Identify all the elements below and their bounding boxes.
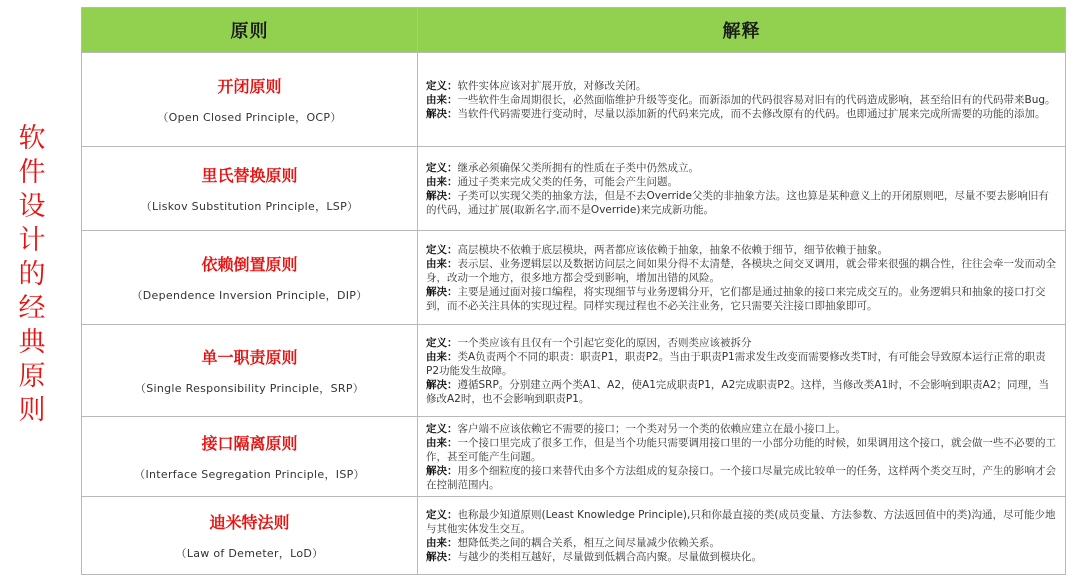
solution-line <box>426 378 1057 406</box>
side-title-char: 典 <box>18 327 46 358</box>
explanation-cell <box>418 497 1066 575</box>
definition-label: 定义： <box>426 243 458 256</box>
origin-line <box>426 536 1057 550</box>
table-row <box>82 231 1066 325</box>
principle-cell <box>82 53 418 147</box>
definition-line <box>426 336 1057 350</box>
side-title-char: 则 <box>18 395 46 426</box>
definition-label: 定义： <box>426 422 458 435</box>
table-row <box>82 417 1066 497</box>
origin-label: 由来： <box>426 175 458 188</box>
table-row <box>82 147 1066 231</box>
explanation-cell <box>418 147 1066 231</box>
table-row <box>82 53 1066 147</box>
principle-name: 迪米特法则 <box>209 513 290 532</box>
principle-english: （Single Responsibility Principle，SRP） <box>134 382 365 395</box>
principle-name: 依赖倒置原则 <box>201 255 298 274</box>
principle-english: （Liskov Substitution Principle，LSP） <box>140 200 359 213</box>
origin-line <box>426 257 1057 285</box>
definition-line <box>426 422 1057 436</box>
header-explanation: 解释 <box>418 8 1066 53</box>
solution-label: 解决： <box>426 107 458 120</box>
origin-line <box>426 93 1057 107</box>
principle-name: 接口隔离原则 <box>201 434 298 453</box>
header-principle: 原则 <box>82 8 418 53</box>
principle-cell <box>82 417 418 497</box>
table-row <box>82 325 1066 417</box>
origin-label: 由来： <box>426 93 458 106</box>
origin-text: 表示层、业务逻辑层以及数据访问层之间如果分得不太清楚，各模块之间交叉调用，就会带来很强的耦合性，往往会牵一发而动全身，改动一个地方，很多地方都会受到影响，增加出错的风险。 <box>426 257 1056 284</box>
origin-label: 由来： <box>426 436 458 449</box>
principle-cell <box>82 147 418 231</box>
principle-cell <box>82 497 418 575</box>
definition-label: 定义： <box>426 508 458 521</box>
side-title-char: 软 <box>18 123 46 154</box>
solution-text: 用多个细粒度的接口来替代由多个方法组成的复杂接口。一个接口尽量完成比较单一的任务，这样两个类交互时，产生的影响才会在控制范围内。 <box>426 464 1056 491</box>
definition-text: 继承必须确保父类所拥有的性质在子类中仍然成立。 <box>457 161 699 174</box>
side-title-char: 设 <box>18 191 46 222</box>
definition-line <box>426 508 1057 536</box>
definition-text: 客户端不应该依赖它不需要的接口；一个类对另一个类的依赖应建立在最小接口上。 <box>457 422 846 435</box>
principle-english: （Open Closed Principle，OCP） <box>157 111 342 124</box>
origin-text: 想降低类之间的耦合关系，相互之间尽量减少依赖关系。 <box>457 536 720 549</box>
definition-text: 高层模块不依赖于底层模块，两者都应该依赖于抽象，抽象不依赖于细节，细节依赖于抽象。 <box>457 243 888 256</box>
principle-name: 单一职责原则 <box>201 348 298 367</box>
solution-text: 当软件代码需要进行变动时，尽量以添加新的代码来完成，而不去修改原有的代码。也即通过扩展来完成所需要的功能的添加。 <box>457 107 1046 120</box>
side-title-char: 件 <box>18 157 46 188</box>
side-title-char: 经 <box>18 293 46 324</box>
principle-english: （Interface Segregation Principle，ISP） <box>134 468 365 481</box>
origin-label: 由来： <box>426 350 458 363</box>
solution-text: 与越少的类相互越好，尽量做到低耦合高内聚。尽量做到模块化。 <box>457 550 762 563</box>
origin-text: 通过子类来完成父类的任务，可能会产生问题。 <box>457 175 678 188</box>
definition-label: 定义： <box>426 161 458 174</box>
side-title-char: 的 <box>18 259 46 290</box>
definition-label: 定义： <box>426 79 458 92</box>
definition-line <box>426 161 1057 175</box>
origin-line <box>426 175 1057 189</box>
definition-text: 软件实体应该对扩展开放，对修改关闭。 <box>457 79 647 92</box>
solution-line <box>426 285 1057 313</box>
solution-line <box>426 550 1057 564</box>
principle-cell <box>82 325 418 417</box>
origin-text: 类A负责两个不同的职责：职责P1，职责P2。当由于职责P1需求发生改变而需要修改类T时，有可能会导致原本运行正常的职责P2功能发生故障。 <box>426 350 1046 377</box>
table-row <box>82 497 1066 575</box>
origin-line <box>426 436 1057 464</box>
origin-text: 一个接口里完成了很多工作，但是当个功能只需要调用接口里的一小部分功能的时候，如果调用这个接口，就会做一些不必要的工作，甚至可能产生问题。 <box>426 436 1056 463</box>
side-title-char: 计 <box>18 225 46 256</box>
explanation-cell <box>418 325 1066 417</box>
explanation-cell <box>418 53 1066 147</box>
solution-line <box>426 107 1057 121</box>
side-title-char: 原 <box>18 361 46 392</box>
solution-label: 解决： <box>426 285 458 298</box>
solution-text: 遵循SRP。分别建立两个类A1、A2，使A1完成职责P1，A2完成职责P2。这样，当修改类A1时，不会影响到职责A2；同理，当修改A2时，也不会影响到职责P1。 <box>426 378 1049 405</box>
solution-line <box>426 464 1057 492</box>
principle-name: 开闭原则 <box>217 77 282 96</box>
solution-text: 子类可以实现父类的抽象方法，但是不去Override父类的非抽象方法。这也算是某种意义上的开闭原则吧，尽量不要去影响旧有的代码，通过扩展(取新名字,而不是Override)来完成新功能。 <box>426 189 1049 216</box>
side-title <box>14 122 50 428</box>
definition-label: 定义： <box>426 336 458 349</box>
solution-label: 解决： <box>426 378 458 391</box>
explanation-cell <box>418 231 1066 325</box>
origin-line <box>426 350 1057 378</box>
principles-table <box>81 7 1066 575</box>
solution-line <box>426 189 1057 217</box>
origin-label: 由来： <box>426 536 458 549</box>
principle-english: （Dependence Inversion Principle，DIP） <box>131 289 368 302</box>
origin-label: 由来： <box>426 257 458 270</box>
principle-english: （Law of Demeter，LoD） <box>175 547 324 560</box>
solution-label: 解决： <box>426 189 458 202</box>
origin-text: 一些软件生命周期很长，必然面临维护升级等变化。而新添加的代码很容易对旧有的代码造成影响，甚至给旧有的代码带来Bug。 <box>457 93 1056 106</box>
principle-cell <box>82 231 418 325</box>
definition-line <box>426 79 1057 93</box>
solution-text: 主要是通过面对接口编程，将实现细节与业务逻辑分开，它们都是通过抽象的接口来完成交互的。业务逻辑只和抽象的接口打交到，而不必关注具体的实现过程。同样实现过程也不必关注业务，它只需要关注接口即抽象即可。 <box>426 285 1046 312</box>
definition-text: 也称最少知道原则(Least Knowledge Principle),只和你最直接的类(成员变量、方法参数、方法返回值中的类)沟通，尽可能少地与其他实体发生交互。 <box>426 508 1056 535</box>
explanation-cell <box>418 417 1066 497</box>
definition-text: 一个类应该有且仅有一个引起它变化的原因，否则类应该被拆分 <box>457 336 752 349</box>
solution-label: 解决： <box>426 464 458 477</box>
principle-name: 里氏替换原则 <box>201 166 298 185</box>
definition-line <box>426 243 1057 257</box>
solution-label: 解决： <box>426 550 458 563</box>
header-row <box>82 8 1066 53</box>
